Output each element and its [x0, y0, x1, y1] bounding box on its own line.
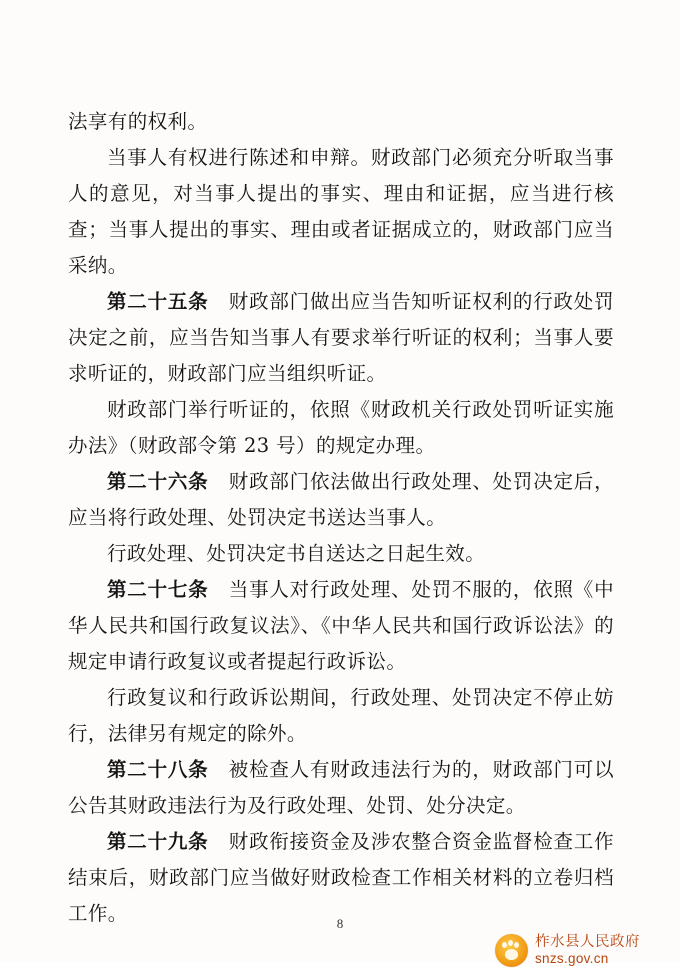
article-number: 第二十九条 — [107, 830, 209, 853]
article-text: 财政部门依法做出行政处理、处罚决定后，应当将行政处理、处罚决定书送达当事人。 — [68, 470, 614, 529]
article-number: 第二十八条 — [107, 758, 209, 781]
paragraph — [68, 752, 614, 824]
paragraph: 当事人有权进行陈述和申辩。财政部门必须充分听取当事人的意见，对当事人提出的事实、理由和证据，应当进行核查；当事人提出的事实、理由或者证据成立的，财政部门应当采纳。 — [68, 146, 614, 277]
article-text: 财政部门做出应当告知听证权利的行政处罚决定之前，应当告知当事人有要求举行听证的权利；当事人要求听证的，财政部门应当组织听证。 — [68, 290, 614, 385]
article-number: 第二十六条 — [107, 470, 209, 493]
government-watermark — [495, 930, 665, 970]
article-text: 当事人对行政处理、处罚不服的，依照《中华人民共和国行政复议法》、《中华人民共和国行政诉讼法》的规定申请行政复议或者提起行政诉讼。 — [68, 578, 614, 673]
page-number: 8 — [336, 916, 344, 931]
article-number: 第二十五条 — [107, 290, 209, 313]
paragraph: 法享有的权利。 — [68, 110, 208, 133]
government-name: 柞水县人民政府 — [535, 933, 640, 950]
article-text: 财政衔接资金及涉农整合资金监督检查工作结束后，财政部门应当做好财政检查工作相关材料的立卷归档工作。 — [68, 830, 614, 925]
paragraph — [68, 284, 614, 392]
paragraph: 行政处理、处罚决定书自送达之日起生效。 — [107, 542, 486, 565]
government-text — [535, 934, 640, 966]
government-url: snzs.gov.cn — [535, 950, 609, 966]
article-text: 被检查人有财政违法行为的，财政部门可以公告其财政违法行为及行政处理、处罚、处分决定。 — [68, 758, 614, 817]
paragraph — [68, 572, 614, 680]
document-body — [68, 104, 614, 932]
paragraph — [68, 464, 614, 536]
paragraph: 行政复议和行政诉讼期间，行政处理、处罚决定不停止妨行，法律另有规定的除外。 — [68, 686, 614, 745]
article-number: 第二十七条 — [107, 578, 209, 601]
paragraph: 财政部门举行听证的，依照《财政机关行政处罚听证实施办法》（财政部令第 23 号）的规定办理。 — [68, 398, 614, 457]
